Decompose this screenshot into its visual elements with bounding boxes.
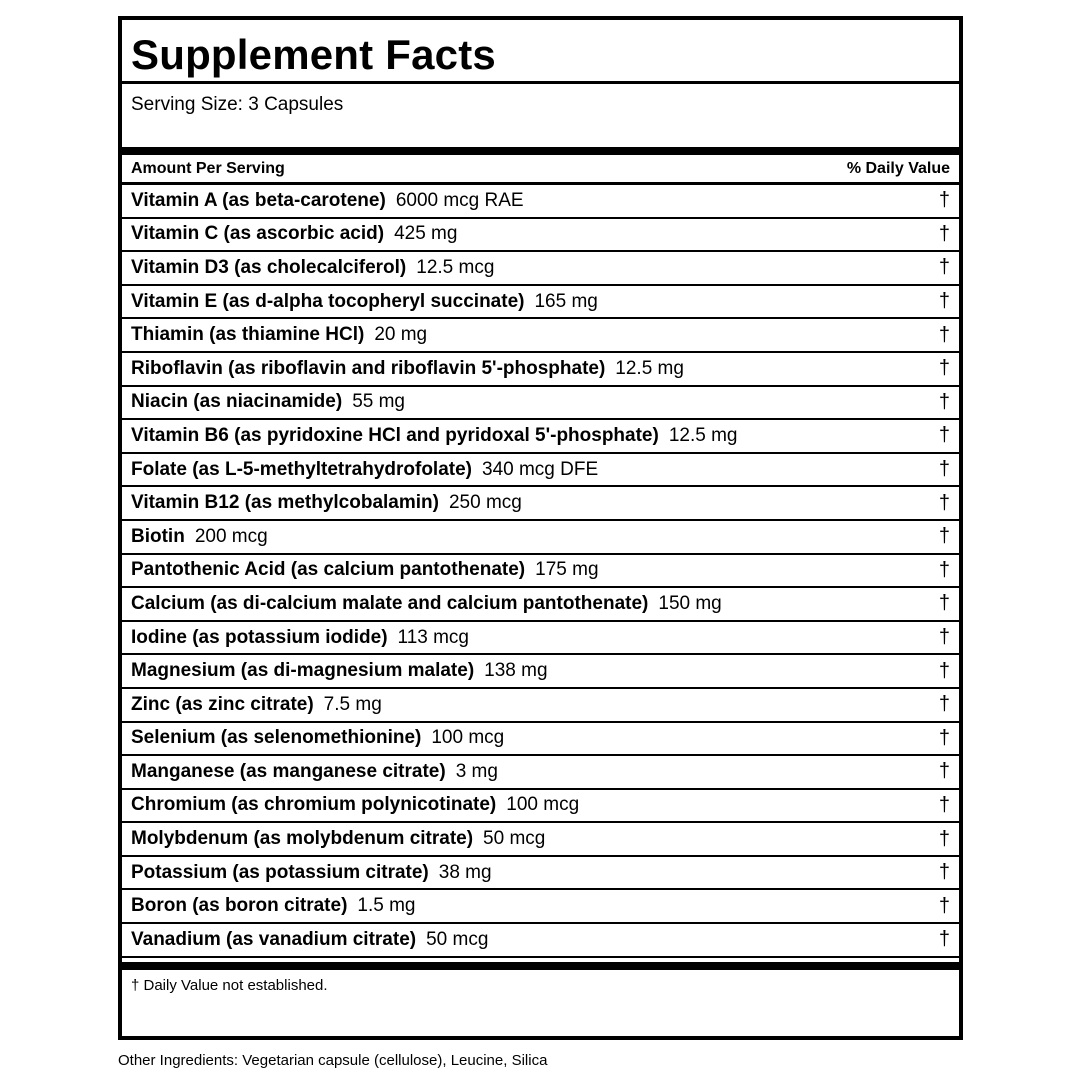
nutrient-amount: 150 mg	[658, 592, 722, 614]
nutrient-row	[122, 454, 959, 488]
nutrient-left	[131, 358, 684, 380]
nutrient-left	[131, 425, 737, 447]
nutrient-row	[122, 521, 959, 555]
nutrient-name: Magnesium (as di-magnesium malate)	[131, 660, 475, 682]
nutrient-name: Manganese (as manganese citrate)	[131, 760, 446, 782]
daily-value-marker: †	[938, 290, 950, 313]
nutrient-row	[122, 622, 959, 656]
nutrient-row	[122, 723, 959, 757]
nutrient-name: Vitamin C (as ascorbic acid)	[131, 223, 385, 245]
daily-value-marker: †	[938, 693, 950, 716]
nutrient-name: Vitamin E (as d-alpha tocopheryl succinate)	[131, 290, 525, 312]
daily-value-marker: †	[938, 861, 950, 884]
nutrient-left	[131, 492, 522, 514]
nutrient-row	[122, 487, 959, 521]
nutrient-amount: 200 mcg	[194, 525, 268, 547]
nutrient-name: Folate (as L-5-methyltetrahydrofolate)	[131, 458, 472, 480]
nutrient-amount: 6000 mcg RAE	[395, 189, 524, 211]
nutrient-name: Riboflavin (as riboflavin and riboflavin 5'-phosphate)	[131, 357, 606, 379]
nutrient-left	[131, 828, 545, 850]
nutrient-amount: 340 mcg DFE	[482, 458, 599, 480]
nutrient-left	[131, 929, 488, 951]
nutrient-row	[122, 420, 959, 454]
nutrient-left	[131, 257, 494, 279]
nutrient-amount: 7.5 mg	[323, 693, 382, 715]
nutrient-left	[131, 727, 504, 749]
nutrient-left	[131, 794, 579, 816]
nutrient-name: Vitamin B12 (as methylcobalamin)	[131, 492, 439, 514]
other-ingredients: Other Ingredients: Vegetarian capsule (cellulose), Leucine, Silica	[118, 1052, 548, 1069]
nutrient-amount: 50 mcg	[483, 828, 546, 850]
nutrient-row	[122, 790, 959, 824]
nutrient-left	[131, 526, 268, 548]
nutrient-row	[122, 890, 959, 924]
daily-value-marker: †	[938, 726, 950, 749]
amount-per-serving-header: Amount Per Serving	[131, 159, 285, 177]
nutrient-amount: 165 mg	[534, 290, 598, 312]
nutrient-amount: 50 mcg	[426, 928, 489, 950]
daily-value-marker: †	[938, 458, 950, 481]
nutrient-name: Iodine (as potassium iodide)	[131, 626, 388, 648]
nutrient-amount: 100 mcg	[506, 794, 580, 816]
nutrient-amount: 55 mg	[352, 391, 405, 413]
column-header-row	[122, 155, 959, 185]
nutrient-name: Calcium (as di-calcium malate and calcium pantothenate)	[131, 592, 649, 614]
nutrient-row	[122, 387, 959, 421]
thick-divider-top	[122, 147, 959, 155]
thick-divider-bottom	[122, 962, 959, 970]
daily-value-marker: †	[938, 558, 950, 581]
title-row	[122, 20, 959, 84]
serving-size: Serving Size: 3 Capsules	[131, 94, 344, 115]
nutrient-left	[131, 895, 416, 917]
nutrient-amount: 425 mg	[394, 223, 458, 245]
footnote: † Daily Value not established.	[131, 976, 328, 994]
nutrient-row	[122, 319, 959, 353]
daily-value-marker: †	[938, 323, 950, 346]
nutrient-amount: 175 mg	[535, 559, 599, 581]
nutrient-row	[122, 252, 959, 286]
nutrient-left	[131, 694, 382, 716]
nutrient-amount: 250 mcg	[448, 492, 522, 514]
daily-value-marker: †	[938, 760, 950, 783]
nutrient-amount: 138 mg	[484, 660, 548, 682]
daily-value-header: % Daily Value	[846, 159, 950, 177]
nutrient-amount: 12.5 mg	[615, 357, 684, 379]
daily-value-marker: †	[938, 222, 950, 245]
daily-value-marker: †	[938, 491, 950, 514]
nutrient-name: Niacin (as niacinamide)	[131, 391, 343, 413]
nutrient-amount: 1.5 mg	[357, 895, 416, 917]
nutrient-amount: 20 mg	[374, 324, 428, 346]
nutrient-name: Vitamin D3 (as cholecalciferol)	[131, 256, 407, 278]
daily-value-marker: †	[938, 626, 950, 649]
nutrient-row	[122, 219, 959, 253]
nutrient-left	[131, 324, 427, 346]
nutrient-left	[131, 593, 722, 615]
nutrient-left	[131, 660, 548, 682]
daily-value-marker: †	[938, 525, 950, 548]
daily-value-marker: †	[938, 659, 950, 682]
daily-value-marker: †	[938, 424, 950, 447]
footnote-block	[122, 970, 959, 994]
nutrient-row	[122, 823, 959, 857]
nutrient-row	[122, 353, 959, 387]
nutrient-row	[122, 555, 959, 589]
nutrient-row	[122, 185, 959, 219]
nutrient-left	[131, 391, 405, 413]
nutrient-name: Boron (as boron citrate)	[131, 895, 348, 917]
nutrient-left	[131, 862, 492, 884]
nutrient-name: Selenium (as selenomethionine)	[131, 727, 422, 749]
daily-value-marker: †	[938, 793, 950, 816]
nutrient-name: Potassium (as potassium citrate)	[131, 861, 429, 883]
nutrient-row	[122, 756, 959, 790]
nutrient-amount: 38 mg	[438, 861, 492, 883]
nutrient-name: Chromium (as chromium polynicotinate)	[131, 794, 497, 816]
daily-value-marker: †	[938, 928, 950, 951]
daily-value-marker: †	[938, 592, 950, 615]
nutrient-row	[122, 655, 959, 689]
nutrient-amount: 12.5 mcg	[416, 256, 495, 278]
nutrient-row	[122, 588, 959, 622]
daily-value-marker: †	[938, 357, 950, 380]
supplement-facts-panel	[118, 16, 963, 1040]
nutrient-name: Vitamin B6 (as pyridoxine HCl and pyridoxal 5'-phosphate)	[131, 424, 659, 446]
panel-title: Supplement Facts	[131, 31, 496, 78]
nutrient-row	[122, 857, 959, 891]
nutrient-name: Vanadium (as vanadium citrate)	[131, 928, 417, 950]
nutrient-name: Molybdenum (as molybdenum citrate)	[131, 828, 474, 850]
nutrient-amount: 100 mcg	[431, 727, 505, 749]
nutrient-left	[131, 291, 598, 313]
daily-value-marker: †	[938, 256, 950, 279]
nutrient-row	[122, 924, 959, 958]
daily-value-marker: †	[938, 894, 950, 917]
nutrient-left	[131, 459, 598, 481]
nutrient-amount: 12.5 mg	[668, 424, 738, 446]
nutrient-list	[122, 185, 959, 958]
nutrient-amount: 3 mg	[455, 760, 498, 782]
serving-size-block	[122, 84, 959, 147]
nutrient-name: Pantothenic Acid (as calcium pantothenate)	[131, 559, 526, 581]
daily-value-marker: †	[938, 189, 950, 212]
nutrient-name: Thiamin (as thiamine HCl)	[131, 324, 365, 346]
daily-value-marker: †	[938, 390, 950, 413]
nutrient-left	[131, 627, 469, 649]
nutrient-name: Biotin	[131, 525, 185, 547]
nutrient-left	[131, 223, 457, 245]
nutrient-amount: 113 mcg	[397, 626, 469, 648]
nutrient-left	[131, 559, 599, 581]
daily-value-marker: †	[938, 827, 950, 850]
nutrient-left	[131, 761, 498, 783]
nutrient-row	[122, 286, 959, 320]
nutrient-left	[131, 190, 524, 212]
nutrient-row	[122, 689, 959, 723]
nutrient-name: Vitamin A (as beta-carotene)	[131, 189, 386, 211]
nutrient-name: Zinc (as zinc citrate)	[131, 693, 314, 715]
